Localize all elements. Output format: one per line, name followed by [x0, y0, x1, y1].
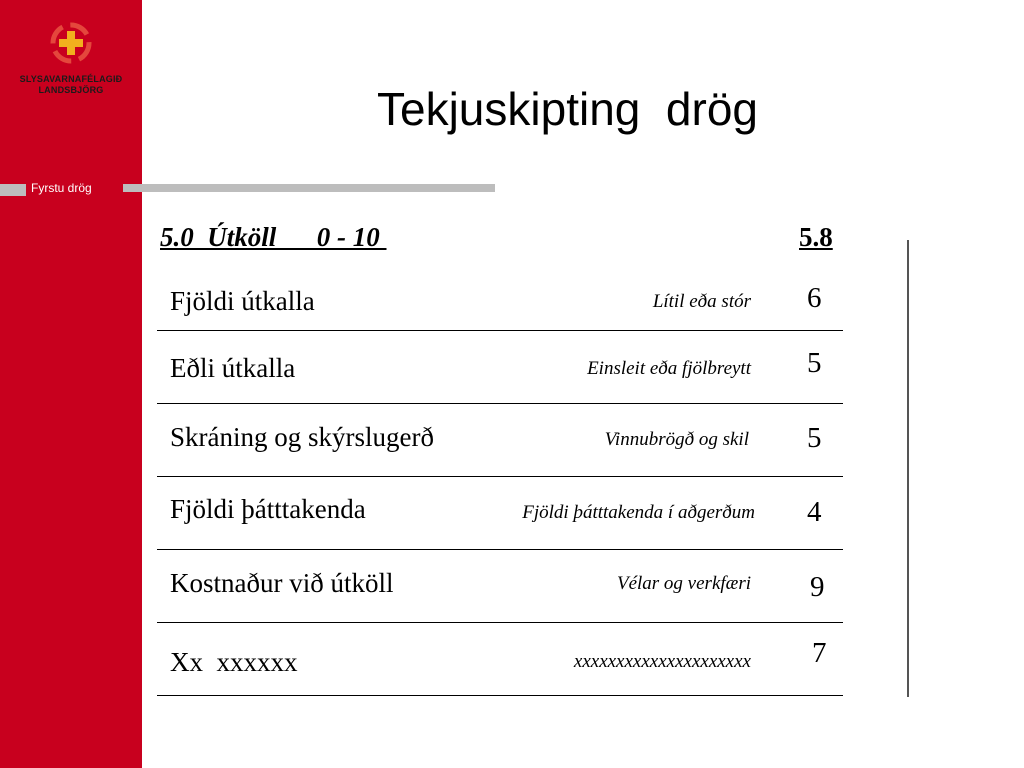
row-description: Vélar og verkfæri	[616, 573, 751, 594]
table-row	[157, 623, 843, 696]
draft-label: Fyrstu drög	[31, 181, 92, 195]
row-score: 7	[812, 637, 827, 669]
row-label: Eðli útkalla	[170, 353, 296, 383]
row-description: Vinnubrögð og skil	[604, 429, 749, 450]
logo-text-line2: LANDSBJÖRG	[38, 85, 104, 95]
row-label: Fjöldi útkalla	[170, 286, 315, 316]
header-divider	[123, 184, 495, 192]
draft-marker	[0, 184, 26, 196]
row-label: Skráning og skýrslugerð	[170, 422, 434, 452]
row-description: Fjöldi þátttakenda í aðgerðum	[522, 502, 755, 523]
vertical-divider	[907, 240, 909, 697]
red-cross-emblem-icon	[46, 18, 96, 68]
row-score: 4	[807, 496, 822, 528]
table-row	[157, 477, 843, 550]
row-score: 6	[807, 282, 822, 314]
slide-title: Tekjuskipting drög	[377, 83, 758, 135]
score-table	[157, 258, 843, 696]
sidebar	[0, 0, 142, 768]
row-score: 5	[807, 347, 822, 379]
row-description: xxxxxxxxxxxxxxxxxxxxx	[573, 651, 751, 672]
logo-text-line1: SLYSAVARNAFÉLAGIÐ	[19, 74, 123, 84]
table-row	[157, 258, 843, 331]
organization-logo	[0, 18, 142, 96]
table-row	[157, 550, 843, 623]
row-description: Einsleit eða fjölbreytt	[587, 358, 751, 379]
row-label: Fjöldi þátttakenda	[170, 494, 366, 524]
row-label: Xx xxxxxx	[170, 647, 298, 677]
row-label: Kostnaður við útköll	[170, 568, 394, 598]
section-score: 5.8	[799, 222, 833, 252]
row-description: Lítil eða stór	[652, 291, 751, 312]
table-row	[157, 404, 843, 477]
row-score: 9	[810, 571, 825, 603]
section-heading: 5.0 Útköll 0 - 10	[160, 222, 387, 252]
row-score: 5	[807, 422, 822, 454]
table-row	[157, 331, 843, 404]
